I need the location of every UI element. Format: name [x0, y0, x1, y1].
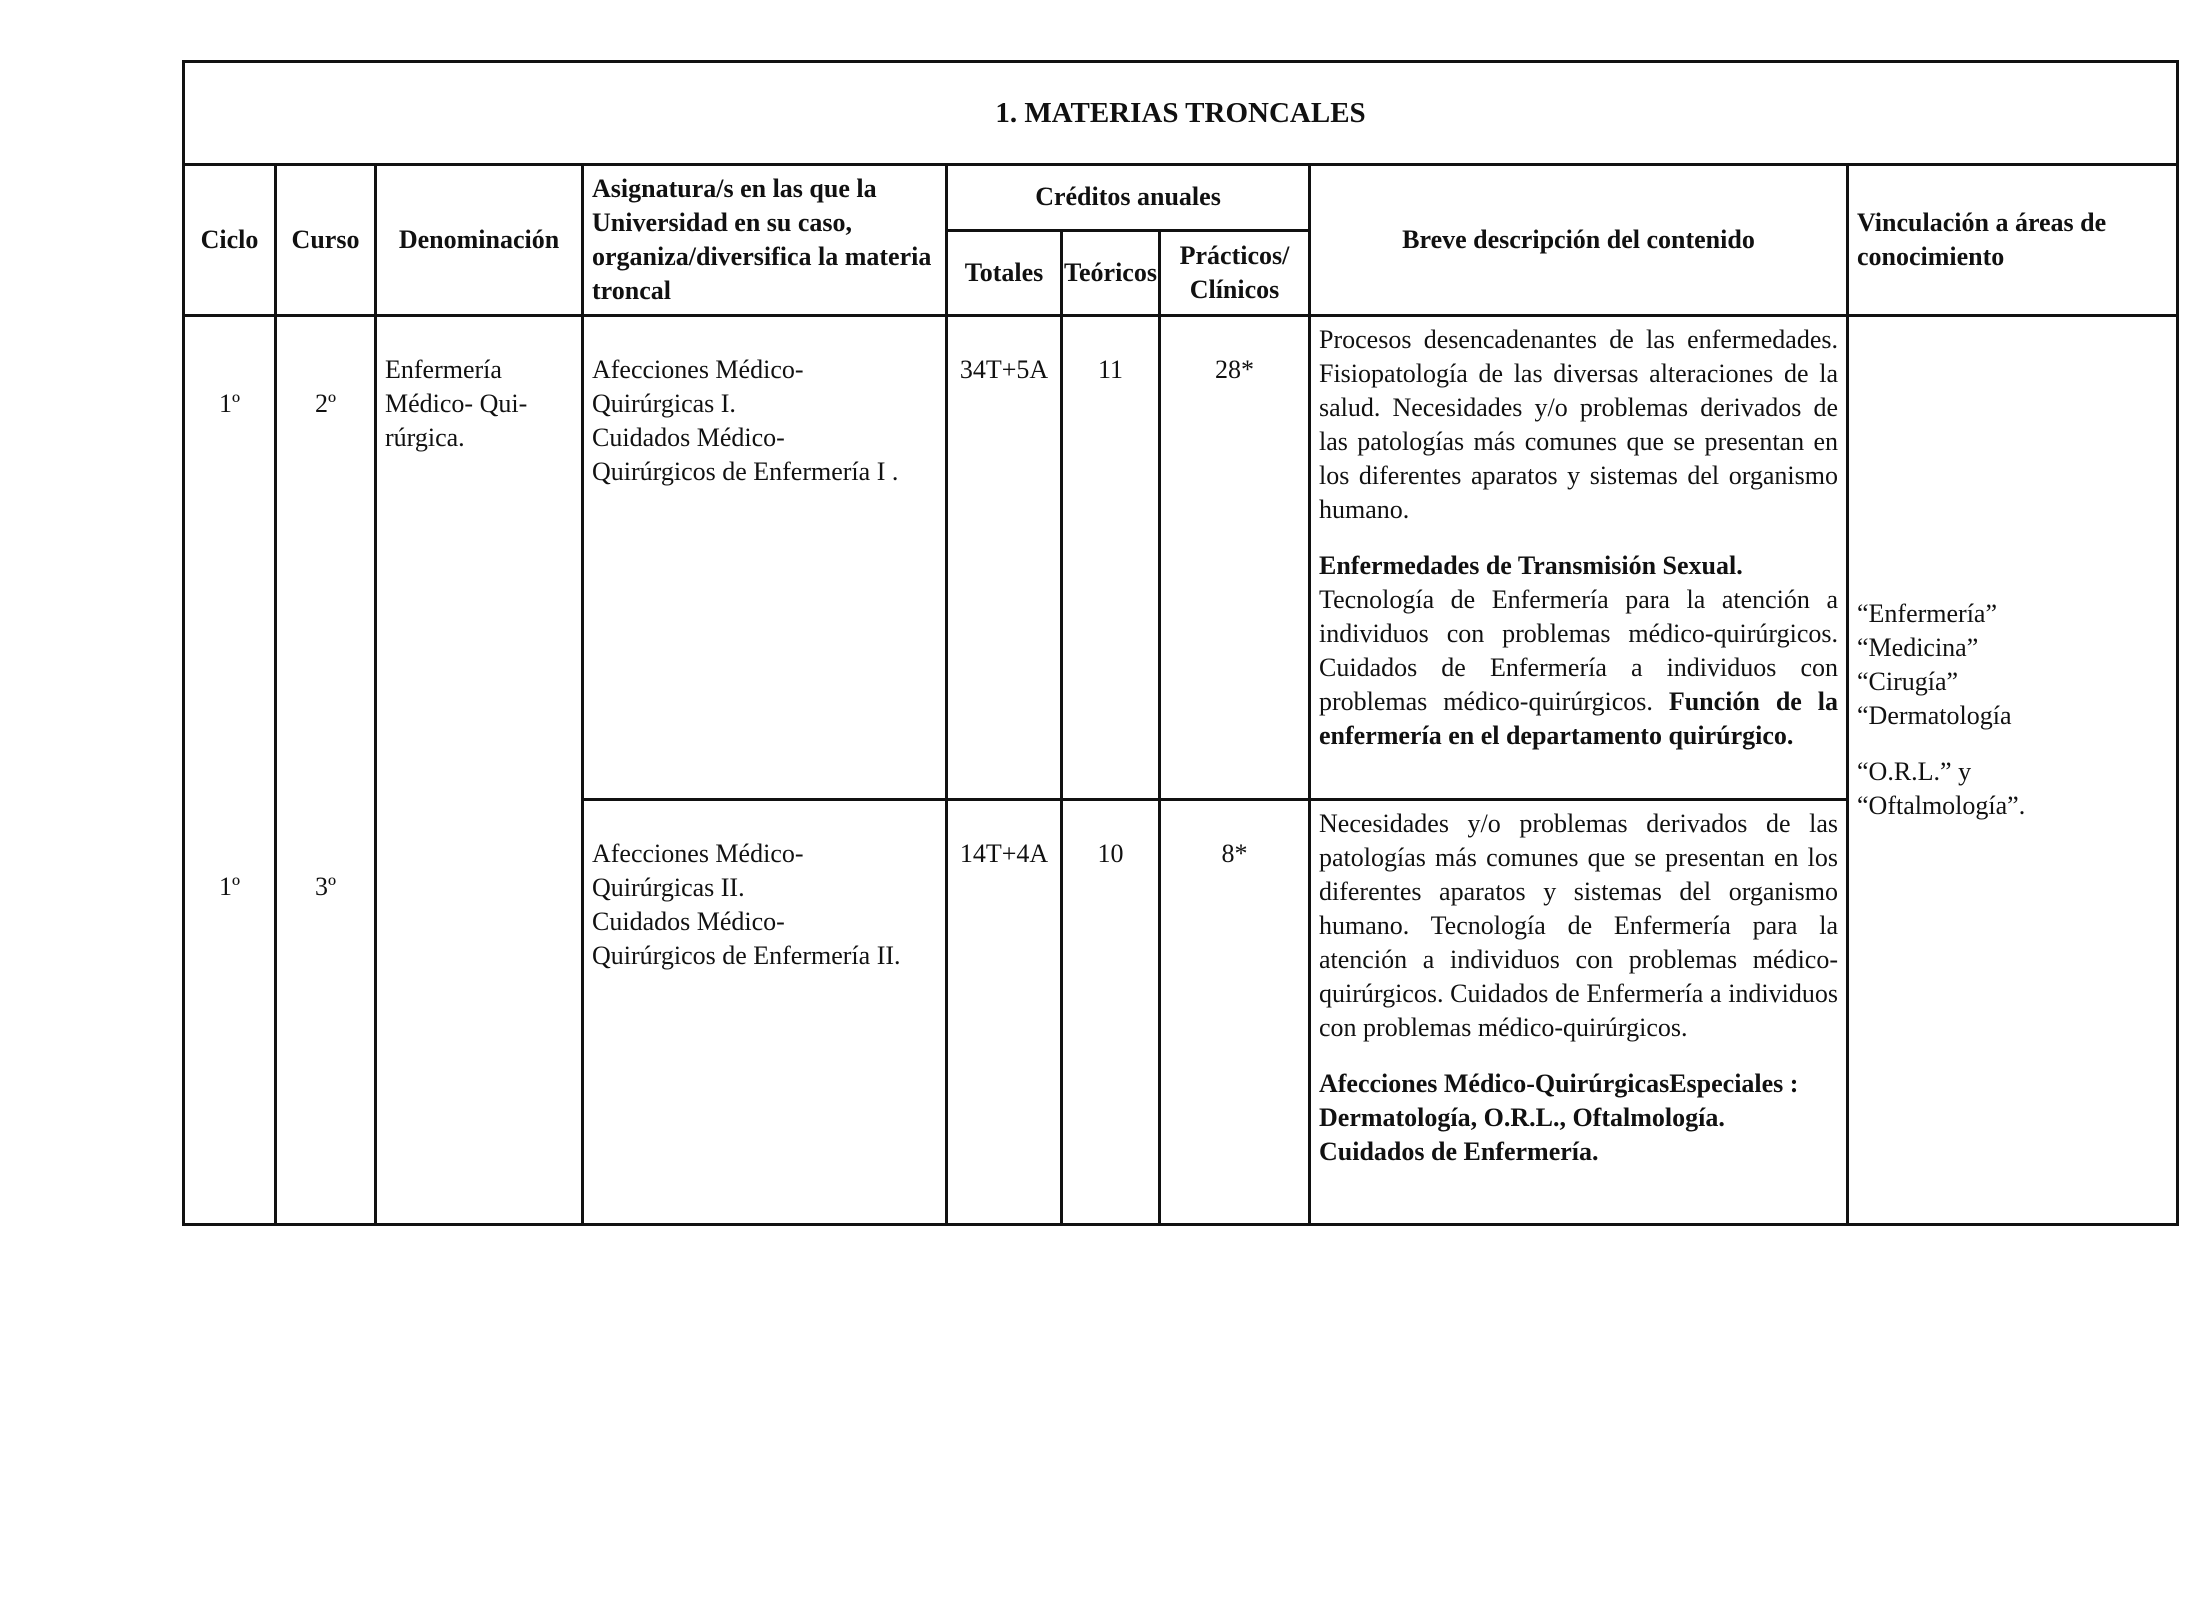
header-descripcion: Breve descripción del contenido — [1310, 165, 1848, 316]
header-totales: Totales — [947, 230, 1062, 315]
header-asignaturas: Asignatura/s en las que la Universidad en su caso, organiza/diversifica la materia troncal — [583, 165, 947, 316]
cell-ciclo: 1º — [184, 800, 276, 1225]
section-title: 1. MATERIAS TRONCALES — [184, 62, 2178, 165]
asignatura-line: Afecciones Médico- — [592, 355, 804, 384]
vinculacion-area: “Dermatología — [1857, 701, 2012, 730]
cell-totales: 14T+4A — [947, 800, 1062, 1225]
asignatura-line: Quirúrgicos de Enfermería II. — [592, 941, 901, 970]
vinculacion-area: “Cirugía” — [1857, 667, 1959, 696]
vinculacion-area: “O.R.L.” y — [1857, 757, 1972, 786]
descripcion-bold: Cuidados de Enfermería. — [1319, 1137, 1599, 1166]
header-vinculacion: Vinculación a áreas de conocimiento — [1848, 165, 2178, 316]
descripcion-bold: Afecciones Médico-QuirúrgicasEspeciales : — [1319, 1069, 1799, 1098]
descripcion-bold: Dermatología, O.R.L., Oftalmología. — [1319, 1103, 1725, 1132]
descripcion-bold: Enfermedades de Transmisión Sexual. — [1319, 551, 1743, 580]
vinculacion-area: “Oftalmología”. — [1857, 791, 2026, 820]
vinculacion-area: “Medicina” — [1857, 633, 1979, 662]
header-practicos: Prácticos/ Clínicos — [1160, 230, 1310, 315]
asignatura-line: Quirúrgicas I. — [592, 389, 736, 418]
asignatura-line: Cuidados Médico- — [592, 423, 785, 452]
descripcion-bold: Función de la enfermería en el departamento quirúrgico. — [1319, 687, 1838, 750]
asignatura-line: Cuidados Médico- — [592, 907, 785, 936]
asignatura-line: Afecciones Médico- — [592, 839, 804, 868]
table-row — [184, 316, 2178, 800]
cell-teoricos: 11 — [1062, 316, 1160, 800]
materias-troncales-table — [182, 60, 2179, 1226]
header-row-1 — [184, 165, 2178, 231]
denominacion-line: Enfermería — [385, 355, 502, 384]
header-creditos: Créditos anuales — [947, 165, 1310, 231]
cell-practicos: 8* — [1160, 800, 1310, 1225]
cell-curso: 2º — [276, 316, 376, 800]
denominacion-line: rúrgica. — [385, 423, 465, 452]
header-curso: Curso — [276, 165, 376, 316]
descripcion-paragraph: Procesos desencadenantes de las enfermedades. Fisiopatología de las diversas alteraciones de la salud. Necesidades y/o problemas derivados de las patologías más comunes que se presentan en los diferentes aparatos y sistemas del organismo humano. — [1319, 325, 1838, 524]
cell-descripcion — [1310, 316, 1848, 800]
cell-totales: 34T+5A — [947, 316, 1062, 800]
descripcion-paragraph: Necesidades y/o problemas derivados de las patologías más comunes que se presentan en los diferentes aparatos y sistemas del organismo humano. Tecnología de Enfermería para la atención a individuos con problemas médico-quirúrgicos. Cuidados de Enfermería a individuos con problemas médico-quirúrgicos. — [1319, 809, 1838, 1042]
asignatura-line: Quirúrgicas II. — [592, 873, 745, 902]
cell-descripcion — [1310, 800, 1848, 1225]
cell-denominacion — [376, 316, 583, 1225]
cell-teoricos: 10 — [1062, 800, 1160, 1225]
cell-asignatura — [583, 800, 947, 1225]
cell-ciclo: 1º — [184, 316, 276, 800]
title-row — [184, 62, 2178, 165]
denominacion-line: Médico- Qui- — [385, 389, 528, 418]
cell-asignatura — [583, 316, 947, 800]
descripcion-paragraph: Tecnología de Enfermería para la atención a individuos con problemas médico-quirúrgicos. Cuidados de Enfermería a individuos con problemas médico-quirúrgicos. — [1319, 585, 1838, 716]
cell-practicos: 28* — [1160, 316, 1310, 800]
cell-curso: 3º — [276, 800, 376, 1225]
header-denominacion: Denominación — [376, 165, 583, 316]
cell-vinculacion — [1848, 316, 2178, 1225]
asignatura-line: Quirúrgicos de Enfermería I . — [592, 457, 899, 486]
header-ciclo: Ciclo — [184, 165, 276, 316]
header-teoricos: Teóricos — [1062, 230, 1160, 315]
vinculacion-area: “Enfermería” — [1857, 599, 1998, 628]
